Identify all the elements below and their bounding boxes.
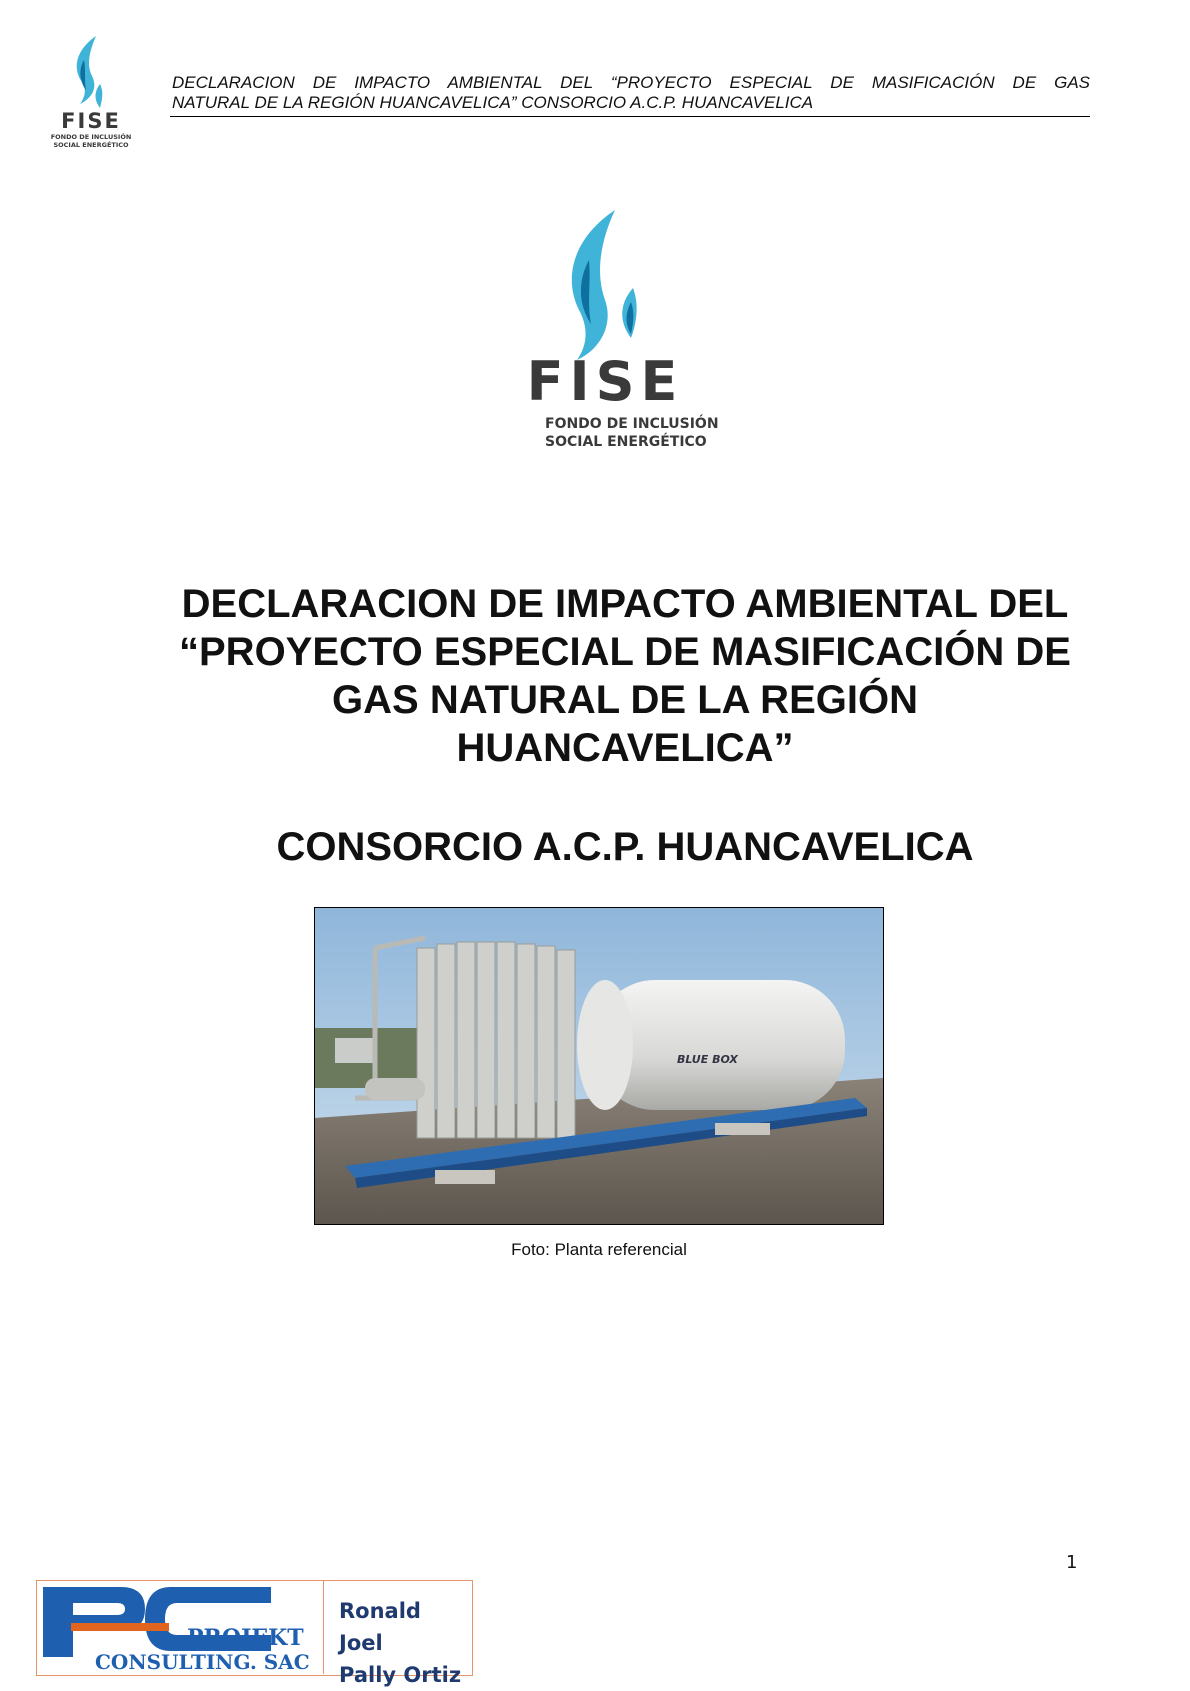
large-flame-icon xyxy=(572,210,615,360)
header-fise-logo xyxy=(50,36,132,156)
header-logo-tagline1: FONDO DE INCLUSIÓN xyxy=(50,133,132,141)
header-logo-tagline2: SOCIAL ENERGÉTICO xyxy=(53,141,129,149)
author-name-line1: Ronald Joel xyxy=(339,1599,421,1655)
company-name-line1: PROJEKT xyxy=(187,1625,304,1651)
title-line2: “PROYECTO ESPECIAL DE MASIFICACIÓN DE xyxy=(179,630,1071,674)
header-logo-name: FISE xyxy=(61,109,121,133)
page-number: 1 xyxy=(1066,1552,1078,1573)
author-name-line2: Pally Ortiz xyxy=(339,1663,462,1687)
flame-icon xyxy=(77,36,96,104)
title-line3: GAS NATURAL DE LA REGIÓN xyxy=(332,678,918,722)
main-logo-tagline1: FONDO DE INCLUSIÓN xyxy=(545,416,719,432)
running-header-line2: NATURAL DE LA REGIÓN HUANCAVELICA” CONSORCIO A.C.P. HUANCAVELICA xyxy=(172,93,814,112)
title-line4: HUANCAVELICA” xyxy=(456,726,794,770)
header-divider xyxy=(170,116,1090,117)
main-logo-name: FISE xyxy=(526,350,684,413)
document-subtitle: CONSORCIO A.C.P. HUANCAVELICA xyxy=(276,825,974,869)
tank-label: BLUE BOX xyxy=(677,1053,738,1066)
main-fise-logo xyxy=(515,210,719,460)
document-title xyxy=(150,580,1100,772)
running-header xyxy=(172,73,1090,113)
main-logo-tagline2: SOCIAL ENERGÉTICO xyxy=(545,434,707,450)
projekt-consulting-logo xyxy=(41,1585,321,1673)
title-line1: DECLARACION DE IMPACTO AMBIENTAL DEL xyxy=(181,582,1069,626)
footer-signature-box xyxy=(36,1580,473,1687)
company-name-line2: CONSULTING. SAC xyxy=(95,1650,310,1674)
plant-photo xyxy=(314,907,884,1225)
author-name xyxy=(339,1595,469,1691)
photo-caption: Foto: Planta referencial xyxy=(511,1240,687,1259)
running-header-line1: DECLARACION DE IMPACTO AMBIENTAL DEL “PROYECTO ESPECIAL DE MASIFICACIÓN DE GAS xyxy=(172,73,1090,92)
footer-divider xyxy=(323,1581,324,1674)
